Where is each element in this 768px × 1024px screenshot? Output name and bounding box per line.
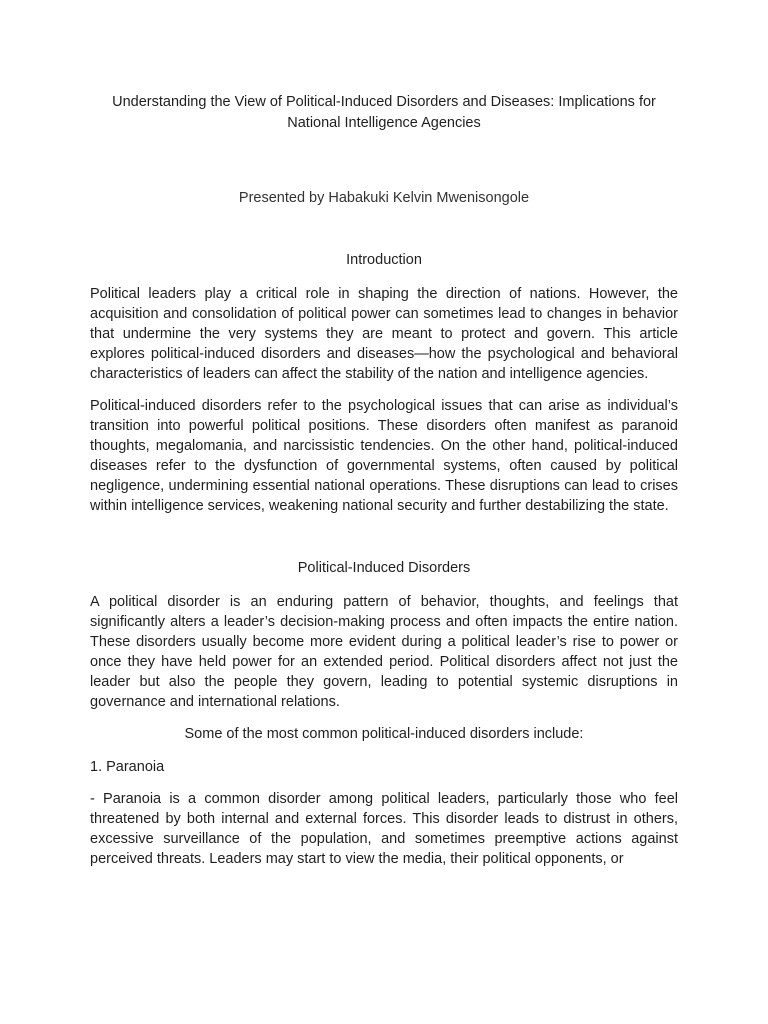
author-line: Presented by Habakuki Kelvin Mwenisongole <box>238 190 530 206</box>
document-page <box>90 92 678 869</box>
introduction-heading: Introduction <box>346 252 422 268</box>
disorders-list-intro: Some of the most common political-induced disorders include: <box>184 726 584 742</box>
disorders-heading: Political-Induced Disorders <box>297 560 471 576</box>
list-item-heading: 1. Paranoia <box>90 759 165 775</box>
introduction-paragraph-2: Political-induced disorders refer to the psychological issues that can arise as individual’s transition into powerful political positions. These disorders often manifest as paranoid thoughts, megalomania, and narcissistic tendencies. On the other hand, political-induced diseases refer to the dysfunction of governmental systems, often caused by political negligence, undermining essential national operations. These disruptions can lead to crises within intelligence services, weakening national security and further destabilizing the state. <box>90 398 678 514</box>
document-title: Understanding the View of Political-Induced Disorders and Diseases: Implications for National Intelligence Agencies <box>112 94 656 131</box>
disorders-paragraph: A political disorder is an enduring pattern of behavior, thoughts, and feelings that significantly alters a leader’s decision-making process and often impacts the entire nation. These disorders usually become more evident during a political leader’s rise to power or once they have held power for an extended period. Political disorders affect not just the leader but also the people they govern, leading to potential systemic disruptions in governance and international relations. <box>90 594 678 710</box>
introduction-paragraph-1: Political leaders play a critical role in shaping the direction of nations. However, the acquisition and consolidation of political power can sometimes lead to changes in behavior that undermine the very systems they are meant to protect and govern. This article explores political-induced disorders and diseases—how the psychological and behavioral characteristics of leaders can affect the stability of the nation and intelligence agencies. <box>90 286 678 382</box>
list-item-body: - Paranoia is a common disorder among political leaders, particularly those who feel threatened by both internal and external forces. This disorder leads to distrust in others, excessive surveillance of the population, and sometimes preemptive actions against perceived threats. Leaders may start to view the media, their political opponents, or <box>90 791 678 867</box>
